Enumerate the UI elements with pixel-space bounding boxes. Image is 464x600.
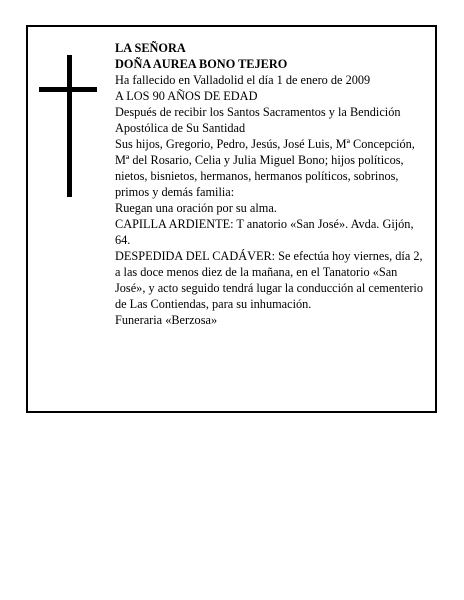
cross-vertical-bar <box>67 55 72 197</box>
funeral-home: Funeraria «Berzosa» <box>115 313 218 327</box>
cross-horizontal-bar <box>39 87 97 92</box>
notice-title-line2: DOÑA AUREA BONO TEJERO <box>115 57 288 71</box>
family-info: Sus hijos, Gregorio, Pedro, Jesús, José Luis, Mª Concepción, Mª del Rosario, Celia y Julia Miguel Bono; hijos políticos, nietos, bisnietos, hermanos, hermanos políticos, sobrinos, primos y demás familia: <box>115 137 415 199</box>
age-info: A LOS 90 AÑOS DE EDAD <box>115 89 258 103</box>
death-info: Ha fallecido en Valladolid el día 1 de enero de 2009 <box>115 73 371 87</box>
sacraments-info: Después de recibir los Santos Sacramentos y la Bendición Apostólica de Su Santidad <box>115 105 401 135</box>
cross-icon <box>39 55 97 197</box>
notice-title-line1: LA SEÑORA <box>115 41 186 55</box>
chapel-info: CAPILLA ARDIENTE: T anatorio «San José». Avda. Gijón, 64. <box>115 217 414 247</box>
notice-text <box>115 40 429 328</box>
prayer-request: Ruegan una oración por su alma. <box>115 201 277 215</box>
obituary-notice <box>26 25 437 413</box>
farewell-info: DESPEDIDA DEL CADÁVER: Se efectúa hoy viernes, día 2, a las doce menos diez de la mañana, en el Tanatorio «San José», y acto seguido tendrá lugar la conducción al cementerio de Las Contiendas, para su inhumación. <box>115 249 423 311</box>
